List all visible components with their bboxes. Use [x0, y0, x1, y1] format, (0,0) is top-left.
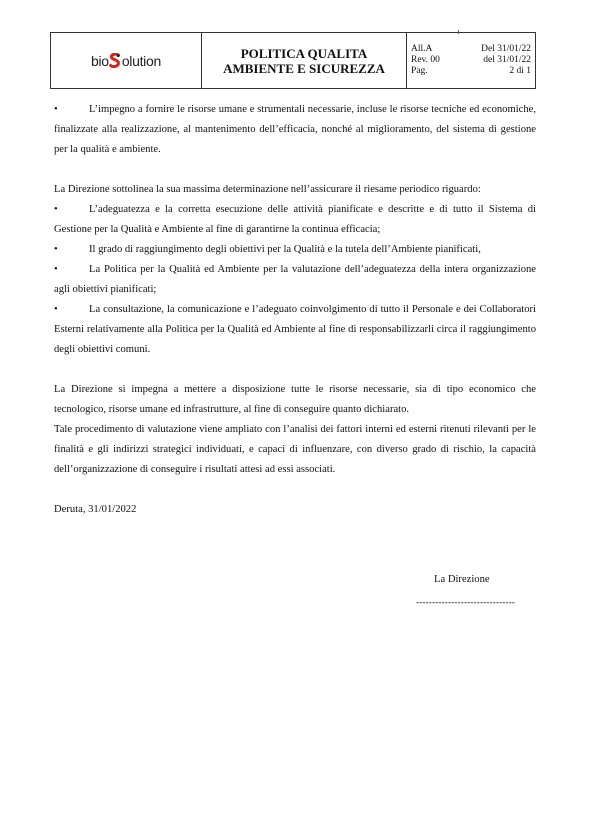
- review-item-text: La Politica per la Qualità ed Ambiente per la valutazione dell’adeguatezza della intera organizzazione agli obiettivi pianificati;: [54, 264, 536, 295]
- meta-date-1: Del 31/01/22: [481, 44, 531, 54]
- resources-paragraph: La Direzione si impegna a mettere a disposizione tutte le risorse necessarie, sia di tipo economico che tecnologico, risorse umane ed infrastrutture, al fine di conseguire quanto dichiarato.: [54, 384, 536, 415]
- meta-labels: [411, 44, 440, 88]
- review-item-text: La consultazione, la comunicazione e l’adeguato coinvolgimento di tutto il Personale e dei Collaboratori Esterni relativamente alla Politica per la Qualità ed Ambiente al fine di responsabilizzarli circa il raggiungimento degli obiettivi comuni.: [54, 304, 536, 355]
- document-title: [202, 33, 407, 88]
- meta-date-2: del 31/01/22: [483, 55, 531, 65]
- logo-text-right: olution: [121, 52, 161, 69]
- title-line-1: POLITICA QUALITA: [240, 46, 368, 61]
- review-item-text: Il grado di raggiungimento degli obiettivi per la Qualità e la tutela dell’Ambiente pianificati,: [89, 244, 481, 255]
- review-item-text: L’adeguatezza e la corretta esecuzione delle attività pianificate e descritte e di tutto il Sistema di Gestione per la Qualità e Ambiente al fine di garantirne la continua efficacia;: [54, 204, 536, 235]
- commitment-text: L’impegno a fornire le risorse umane e strumentali necessarie, incluse le risorse tecniche ed economiche, finalizzate alla realizzazione, al mantenimento dell’efficacia, nonché al miglioramento, del sistema di gestione per la qualità e ambiente.: [54, 104, 536, 155]
- signature-name: La Direzione: [434, 574, 490, 585]
- meta-attachment: All.A: [411, 44, 433, 54]
- list-item: [54, 260, 536, 300]
- document-body: [54, 100, 536, 607]
- evaluation-paragraph: Tale procedimento di valutazione viene ampliato con l’analisi dei fattori interni ed esterni ritenuti rilevanti per le finalità e gli indirizzi strategici individuati, e capaci di influenzare, con diverso grado di rischio, la capacità dell’organizzazione di conseguire i risultati attesi ad essi associati.: [54, 424, 536, 475]
- meta-revision: Rev. 00: [411, 55, 440, 65]
- meta-values: [481, 44, 531, 88]
- list-item: [54, 240, 536, 260]
- meta-page-label: Pag.: [411, 66, 428, 76]
- biosolution-logo: [91, 53, 161, 69]
- bullet-marker: •: [54, 104, 58, 115]
- place-date: Deruta, 31/01/2022: [54, 504, 137, 515]
- list-item: [54, 200, 536, 240]
- bullet-marker: •: [54, 204, 58, 215]
- list-item: [54, 100, 536, 160]
- document-header: [50, 32, 536, 89]
- bullet-marker: •: [54, 244, 58, 255]
- bullet-marker: •: [54, 304, 58, 315]
- review-intro: La Direzione sottolinea la sua massima determinazione nell’assicurare il riesame periodico riguardo:: [54, 184, 481, 195]
- logo-cell: [51, 33, 202, 88]
- logo-s-emblem-icon: [109, 53, 121, 68]
- document-meta: [407, 33, 535, 88]
- bullet-marker: •: [54, 264, 58, 275]
- list-item: [54, 300, 536, 360]
- meta-page-number: 2 di 1: [509, 66, 531, 76]
- signature-line: -------------------------------: [416, 597, 516, 607]
- logo-text-left: bio: [91, 52, 109, 69]
- title-line-2: AMBIENTE E SICUREZZA: [223, 61, 385, 76]
